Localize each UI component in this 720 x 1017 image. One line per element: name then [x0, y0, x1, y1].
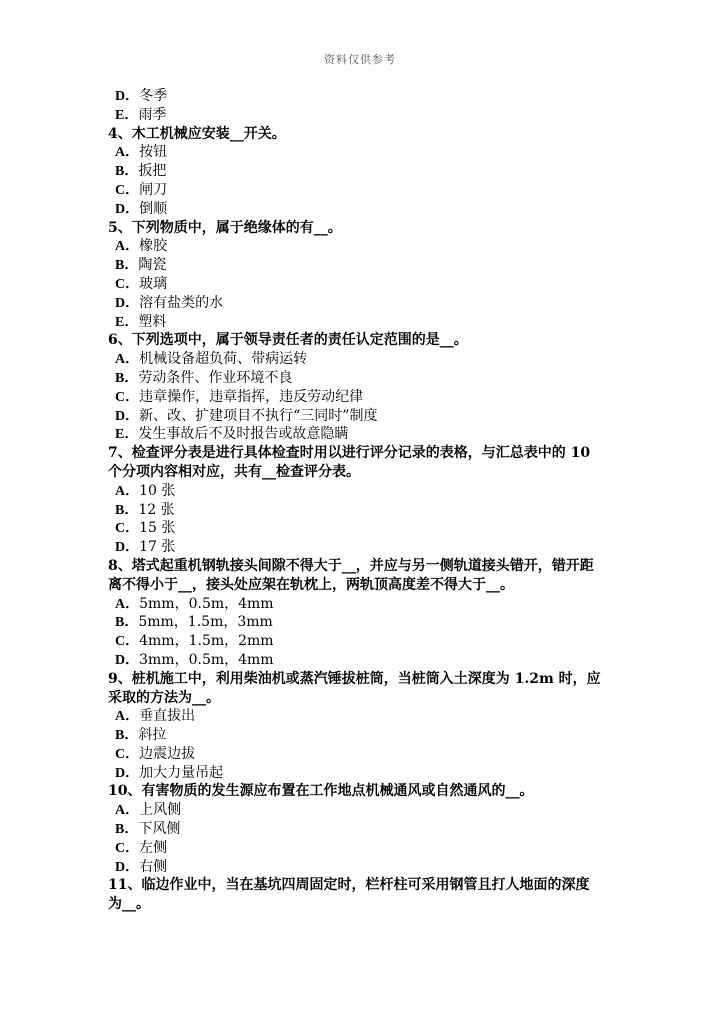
question-line: 4、木工机械应安装__开关。: [108, 125, 286, 142]
option-letter: E．: [115, 427, 139, 443]
option-text: 违章操作，违章指挥，违反劳动纪律: [139, 388, 364, 405]
option-line: [108, 801, 613, 820]
option-letter: D．: [115, 408, 140, 424]
option-text: 闸刀: [139, 181, 168, 198]
option-letter: D．: [115, 652, 140, 668]
option-text: 右侧: [139, 858, 168, 875]
option-line: [108, 538, 613, 557]
option-letter: B．: [115, 258, 139, 274]
option-text: 左侧: [139, 839, 168, 856]
option-line: [108, 858, 613, 877]
option-letter: B．: [115, 822, 139, 838]
option-text: 橡胶: [139, 238, 168, 255]
option-letter: B．: [115, 615, 139, 631]
document-body: [108, 87, 613, 914]
option-line: [108, 294, 613, 313]
option-text: 上风侧: [139, 802, 182, 819]
option-line: [108, 256, 613, 275]
option-line: [108, 275, 613, 294]
option-text: 边震边拔: [139, 745, 196, 762]
option-text: 按钮: [139, 144, 168, 161]
option-line: [108, 820, 613, 839]
option-text: 冬季: [139, 88, 168, 104]
page-header: 资料仅供参考: [324, 53, 396, 66]
option-text: 溶有盐类的水: [139, 294, 224, 311]
option-text: 17 张: [139, 539, 176, 556]
option-letter: A．: [115, 803, 140, 819]
option-letter: C．: [115, 276, 140, 292]
question-line: 10、有害物质的发生源应布置在工作地点机械通风或自然通风的__。: [108, 783, 534, 800]
option-letter: B．: [115, 370, 139, 386]
option-line: [108, 200, 613, 219]
option-letter: C．: [115, 389, 140, 405]
question-line: 9、桩机施工中，利用柴油机或蒸汽锤拔桩筒，当桩筒入土深度为 1.2m 时，应: [108, 670, 601, 687]
option-letter: D．: [115, 540, 140, 556]
question-line: 6、下列选项中，属于领导责任者的责任认定范围的是__。: [108, 332, 468, 349]
option-letter: A．: [115, 709, 140, 725]
question-line: 个分项内容相对应，共有__检查评分表。: [108, 463, 360, 480]
question-line: 5、下列物质中，属于绝缘体的有__。: [108, 219, 342, 236]
option-letter: C．: [115, 634, 140, 650]
option-line: [108, 595, 613, 614]
option-letter: B．: [115, 164, 139, 180]
option-letter: A．: [115, 352, 140, 368]
option-text: 陶瓷: [138, 257, 167, 274]
option-line: [108, 425, 613, 444]
option-letter: A．: [115, 483, 140, 499]
option-letter: D．: [115, 765, 140, 781]
option-text: 发生事故后不及时报告或故意隐瞒: [138, 426, 349, 443]
option-line: [108, 313, 613, 332]
question-line: 离不得小于__，接头处应架在轨枕上，两轨顶高度差不得大于__。: [108, 576, 514, 593]
option-letter: C．: [115, 746, 140, 762]
option-line: [108, 482, 613, 501]
option-text: 10 张: [139, 482, 176, 499]
option-text: 雨季: [138, 106, 167, 123]
option-line: [108, 388, 613, 407]
option-line: [108, 839, 613, 858]
question-line: 为__。: [108, 896, 150, 913]
option-text: 4mm，1.5m，2mm: [139, 633, 274, 650]
option-text: 劳动条件、作业环境不良: [138, 369, 293, 386]
option-line: [108, 237, 613, 256]
option-line: [108, 613, 613, 632]
option-line: [108, 106, 613, 125]
option-letter: D．: [115, 295, 140, 311]
option-line: [108, 350, 613, 369]
option-letter: D．: [115, 201, 140, 217]
option-letter: C．: [115, 840, 140, 856]
option-letter: B．: [115, 728, 139, 744]
option-letter: A．: [115, 596, 140, 612]
option-line: [108, 87, 613, 106]
option-line: [108, 162, 613, 181]
option-text: 15 张: [139, 520, 176, 537]
option-letter: A．: [115, 239, 140, 255]
question-line: 采取的方法为__。: [108, 689, 220, 706]
option-text: 12 张: [138, 501, 175, 518]
option-line: [108, 181, 613, 200]
option-text: 3mm，0.5m，4mm: [139, 651, 274, 668]
question-line: 8、塔式起重机钢轨接头间隙不得大于__，并应与另一侧轨道接头错开，错开距: [108, 557, 594, 574]
option-letter: D．: [115, 89, 140, 104]
option-text: 下风侧: [138, 821, 181, 838]
option-line: [108, 369, 613, 388]
option-line: [108, 764, 613, 783]
option-text: 5mm，1.5m，3mm: [138, 614, 273, 631]
option-line: [108, 407, 613, 426]
option-line: [108, 745, 613, 764]
question-line: 7、检查评分表是进行具体检查时用以进行评分记录的表格，与汇总表中的 10: [108, 445, 591, 462]
option-letter: D．: [115, 859, 140, 875]
option-text: 倒顺: [139, 200, 168, 217]
option-line: [108, 143, 613, 162]
option-letter: B．: [115, 502, 139, 518]
option-text: 玻璃: [139, 275, 168, 292]
option-line: [108, 726, 613, 745]
option-letter: E．: [115, 107, 139, 123]
option-line: [108, 651, 613, 670]
option-line: [108, 519, 613, 538]
option-letter: C．: [115, 521, 140, 537]
option-text: 机械设备超负荷、带病运转: [139, 351, 308, 368]
option-line: [108, 632, 613, 651]
option-letter: C．: [115, 182, 140, 198]
option-text: 加大力量吊起: [139, 764, 224, 781]
option-line: [108, 501, 613, 520]
option-text: 斜拉: [138, 727, 167, 744]
option-text: 垂直拔出: [139, 708, 196, 725]
option-text: 5mm，0.5m，4mm: [139, 595, 274, 612]
question-line: 11、临边作业中，当在基坑四周固定时，栏杆柱可采用钢管且打人地面的深度: [108, 877, 590, 894]
option-letter: A．: [115, 145, 140, 161]
option-text: 新、改、扩建项目不执行“三同时”制度: [139, 407, 378, 424]
option-letter: E．: [115, 314, 139, 330]
option-text: 塑料: [138, 313, 167, 330]
option-line: [108, 707, 613, 726]
option-text: 扳把: [138, 163, 167, 180]
